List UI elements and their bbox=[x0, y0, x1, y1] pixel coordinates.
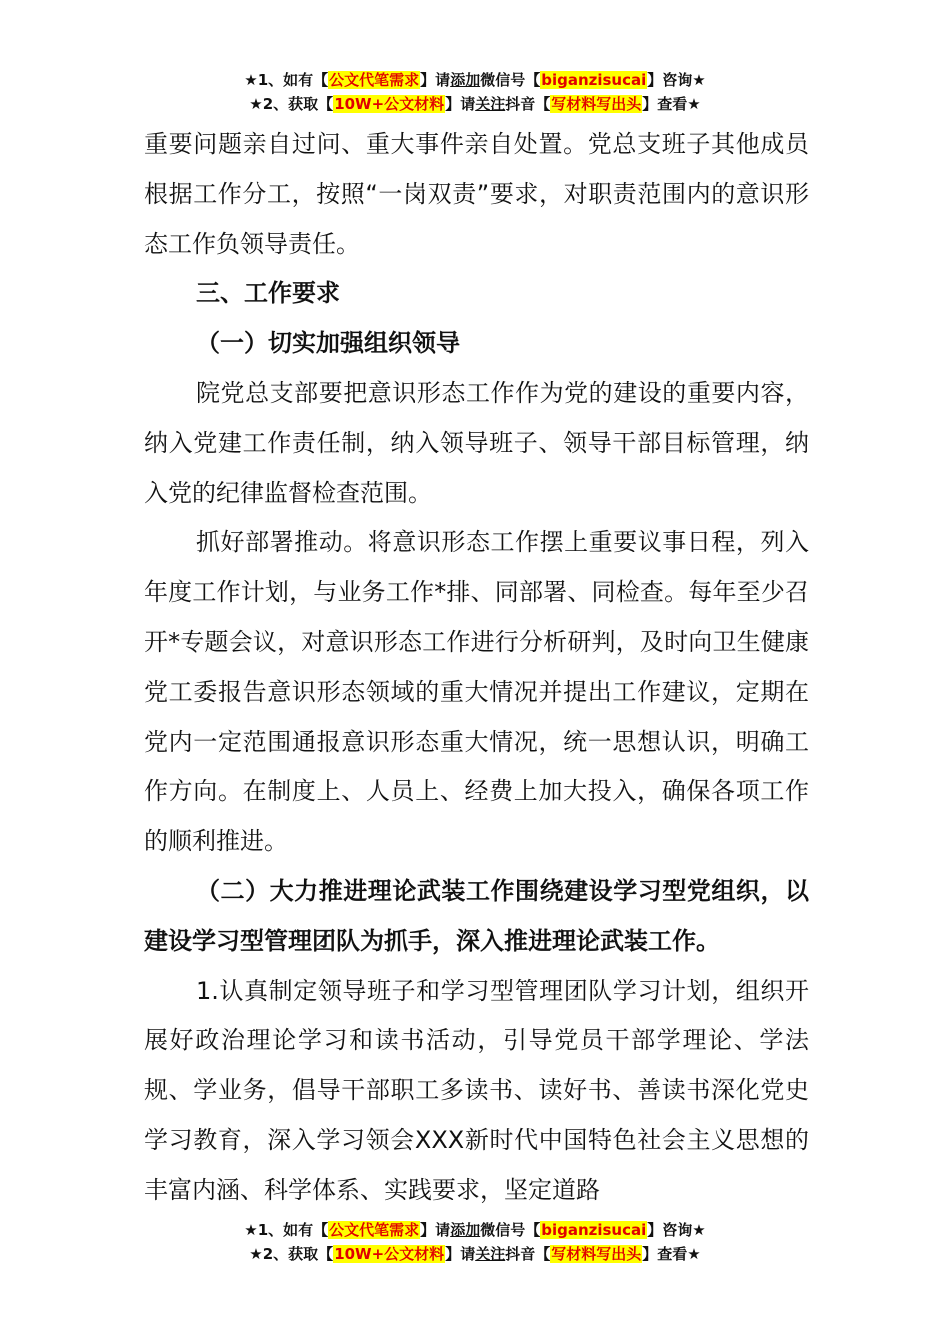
paragraph: 重要问题亲自过问、重大事件亲自处置。党总支班子其他成员根据工作分工，按照“一岗双责”要求，对职责范围内的意识形态工作负领导责任。 bbox=[144, 130, 809, 258]
banner-highlight: 写材料写出头 bbox=[551, 95, 642, 113]
banner-underline: 关注 bbox=[475, 1245, 506, 1263]
banner-highlight: biganzisucai bbox=[541, 1221, 647, 1239]
banner-text: ★1、如有【 bbox=[244, 1221, 329, 1239]
banner-text: 】查看★ bbox=[642, 95, 701, 113]
subsection-heading: （一）切实加强组织领导 bbox=[196, 329, 460, 358]
banner-line-2 bbox=[0, 1242, 950, 1266]
banner-text: 】请 bbox=[420, 1221, 451, 1239]
footer-banner bbox=[0, 1218, 950, 1266]
banner-text: 】请 bbox=[445, 1245, 476, 1263]
banner-text: ★2、获取【 bbox=[249, 1245, 334, 1263]
banner-text: 微信号【 bbox=[480, 71, 541, 89]
banner-text: 抖音【 bbox=[505, 95, 551, 113]
banner-text: ★2、获取【 bbox=[249, 95, 334, 113]
banner-text: 】查看★ bbox=[642, 1245, 701, 1263]
banner-text: 】咨询★ bbox=[647, 71, 706, 89]
banner-highlight: 写材料写出头 bbox=[551, 1245, 642, 1263]
banner-text: 微信号【 bbox=[480, 1221, 541, 1239]
banner-text: 】请 bbox=[445, 95, 476, 113]
paragraph: 1.认真制定领导班子和学习型管理团队学习计划，组织开展好政治理论学习和读书活动，引导党员干部学理论、学法规、学业务，倡导干部职工多读书、读好书、善读书深化党史学习教育，深入学习领会XXX新时代中国特色社会主义思想的丰富内涵、科学体系、实践要求，坚定道路 bbox=[144, 976, 809, 1204]
banner-highlight: 10W+公文材料 bbox=[334, 95, 445, 113]
banner-text: 抖音【 bbox=[505, 1245, 551, 1263]
section-heading: 三、工作要求 bbox=[196, 279, 340, 308]
document-body bbox=[144, 120, 809, 1216]
paragraph: 院党总支部要把意识形态工作作为党的建设的重要内容，纳入党建工作责任制，纳入领导班子、领导干部目标管理，纳入党的纪律监督检查范围。 bbox=[144, 378, 809, 507]
banner-underline: 添加 bbox=[450, 71, 481, 89]
banner-underline: 关注 bbox=[475, 95, 506, 113]
paragraph: 抓好部署推动。将意识形态工作摆上重要议事日程，列入年度工作计划，与业务工作*排、同部署、同检查。每年至少召开*专题会议，对意识形态工作进行分析研判，及时向卫生健康党工委报告意识形态领域的重大情况并提出工作建议，定期在党内一定范围通报意识形态重大情况，统一思想认识，明确工作方向。在制度上、人员上、经费上加大投入，确保各项工作的顺利推进。 bbox=[144, 528, 809, 856]
banner-highlight: biganzisucai bbox=[541, 71, 647, 89]
banner-line-1 bbox=[0, 68, 950, 92]
banner-highlight: 公文代笔需求 bbox=[329, 1221, 420, 1239]
banner-text: ★1、如有【 bbox=[244, 71, 329, 89]
header-banner bbox=[0, 68, 950, 116]
banner-highlight: 10W+公文材料 bbox=[334, 1245, 445, 1263]
banner-text: 】请 bbox=[420, 71, 451, 89]
subsection-heading: （二）大力推进理论武装工作围绕建设学习型党组织，以建设学习型管理团队为抓手，深入推进理论武装工作。 bbox=[144, 876, 809, 955]
banner-underline: 添加 bbox=[450, 1221, 481, 1239]
banner-line-1 bbox=[0, 1218, 950, 1242]
banner-highlight: 公文代笔需求 bbox=[329, 71, 420, 89]
banner-text: 】咨询★ bbox=[647, 1221, 706, 1239]
banner-line-2 bbox=[0, 92, 950, 116]
